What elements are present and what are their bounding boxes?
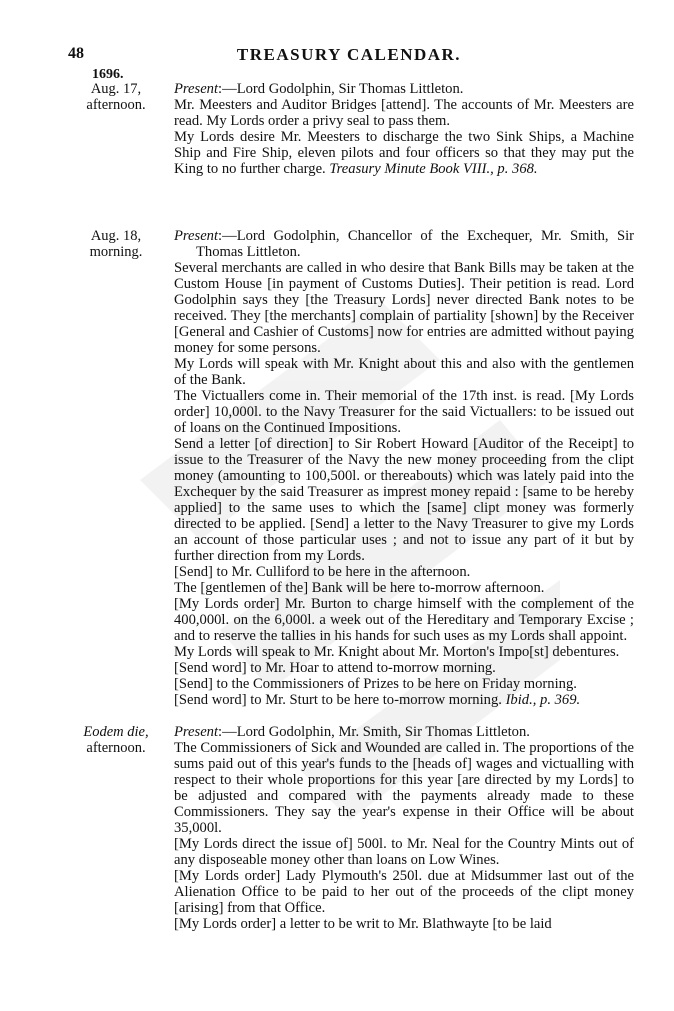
page-number: 48 bbox=[68, 45, 84, 62]
date-line: Aug. 17, bbox=[90, 81, 142, 97]
paragraph bbox=[174, 692, 634, 708]
paragraph: [My Lords order] Mr. Burton to charge himself with the complement of the 400,000l. on the 6,000l. a week out of the Hereditary and Temporary Excise ; and to reserve the tallies in his hands for such uses as my Lords shall appoint. bbox=[174, 596, 634, 644]
paragraph: Send a letter [of direction] to Sir Robert Howard [Auditor of the Receipt] to issue to the Treasurer of the Navy the new money proceeding from the clipt money (amounting to 100,500l. or thereabouts) which was lately paid into the Exchequer by the said Treasurer as imprest money repaid : [same to be hereby applied] to the same uses to which the [same] clipt money was formerly directed to be applied. [Send] a letter to the Navy Treasurer to give my Lords an account of those particular uses ; and not to issue any part of it but by further direction from my Lords. bbox=[174, 436, 634, 564]
present-line bbox=[174, 724, 634, 740]
paragraph: [My Lords order] Lady Plymouth's 250l. due at Midsummer last out of the Alienation Office to be paid to her out of the proceeds of the clipt money [arising] from that Office. bbox=[174, 868, 634, 916]
present-line bbox=[174, 81, 634, 97]
present-line bbox=[174, 228, 634, 260]
date-time-line: afternoon. bbox=[86, 740, 146, 756]
margin-date bbox=[72, 228, 160, 260]
entry-body bbox=[174, 724, 634, 932]
paragraph: Mr. Meesters and Auditor Bridges [attend]. The accounts of Mr. Meesters are read. My Lords order a privy seal to pass them. bbox=[174, 97, 634, 129]
page-header bbox=[68, 45, 630, 67]
present-label: Present bbox=[174, 724, 219, 740]
year-label: 1696. bbox=[92, 67, 124, 82]
present-label: Present bbox=[174, 81, 219, 97]
date-time-line: afternoon. bbox=[86, 97, 146, 113]
paragraph: [My Lords order] a letter to be writ to Mr. Blathwayte [to be laid bbox=[174, 916, 552, 932]
paragraph: [Send] to Mr. Culliford to be here in the afternoon. bbox=[174, 564, 471, 580]
present-text: :—Lord Godolphin, Sir Thomas Littleton. bbox=[218, 81, 464, 97]
running-head: TREASURY CALENDAR. bbox=[236, 45, 462, 64]
reference: Ibid., p. 369. bbox=[505, 692, 581, 708]
paragraph: The Victuallers come in. Their memorial of the 17th inst. is read. [My Lords order] 10,000l. to the Navy Treasurer for the said Victuallers: to be issued out of loans on the Continued Impositions. bbox=[174, 388, 634, 436]
date-line: Eodem die, bbox=[83, 724, 149, 740]
date-time-line: morning. bbox=[89, 244, 143, 260]
present-label: Present bbox=[174, 228, 219, 244]
paragraph: The [gentlemen of the] Bank will be here to-morrow afternoon. bbox=[174, 580, 545, 596]
paragraph bbox=[174, 129, 634, 177]
paragraph: My Lords will speak to Mr. Knight about Mr. Morton's Impo[st] debentures. bbox=[174, 644, 620, 660]
entry-body bbox=[174, 228, 634, 708]
paragraph: Several merchants are called in who desire that Bank Bills may be taken at the Custom House [in payment of Customs Duties]. Their petition is read. Lord Godolphin says they [the Treasury Lords] never directed Bank notes to be received. They [the merchants] complain of partiality [shown] by the Receiver [General and Cashier of Customs] now for entries are admitted without paying money for some persons. bbox=[174, 260, 634, 356]
paragraph-text: My Lords desire Mr. Meesters to discharge the two Sink Ships, a Machine Ship and Fire Ship, eleven pilots and four officers so that they may put the King to no further charge. bbox=[174, 129, 634, 177]
paragraph: The Commissioners of Sick and Wounded are called in. The proportions of the sums paid out of this year's funds to the [heads of] wages and victualling with respect to their whole proportions for this year [are directed by my Lords] to be adjusted and compared with the payments already made to these Commissioners. They say the year's expense in their Office will be about 35,000l. bbox=[174, 740, 634, 836]
margin-date bbox=[72, 724, 160, 756]
margin-date bbox=[72, 81, 160, 113]
paragraph: My Lords will speak with Mr. Knight about this and also with the gentlemen of the Bank. bbox=[174, 356, 634, 388]
reference: Treasury Minute Book VIII., p. 368. bbox=[329, 161, 538, 177]
present-text: :—Lord Godolphin, Chancellor of the Exchequer, Mr. Smith, Sir Thomas Littleton. bbox=[196, 228, 634, 260]
paragraph: [Send] to the Commissioners of Prizes to be here on Friday morning. bbox=[174, 676, 577, 692]
paragraph: [Send word] to Mr. Hoar to attend to-morrow morning. bbox=[174, 660, 496, 676]
paragraph: [My Lords direct the issue of] 500l. to Mr. Neal for the Country Mints out of any disposeable money other than loans on Low Wines. bbox=[174, 836, 634, 868]
paragraph-text: [Send word] to Mr. Sturt to be here to-morrow morning. bbox=[174, 692, 502, 708]
present-text: :—Lord Godolphin, Mr. Smith, Sir Thomas Littleton. bbox=[218, 724, 530, 740]
entry-body bbox=[174, 81, 634, 177]
date-line: Aug. 18, bbox=[90, 228, 142, 244]
